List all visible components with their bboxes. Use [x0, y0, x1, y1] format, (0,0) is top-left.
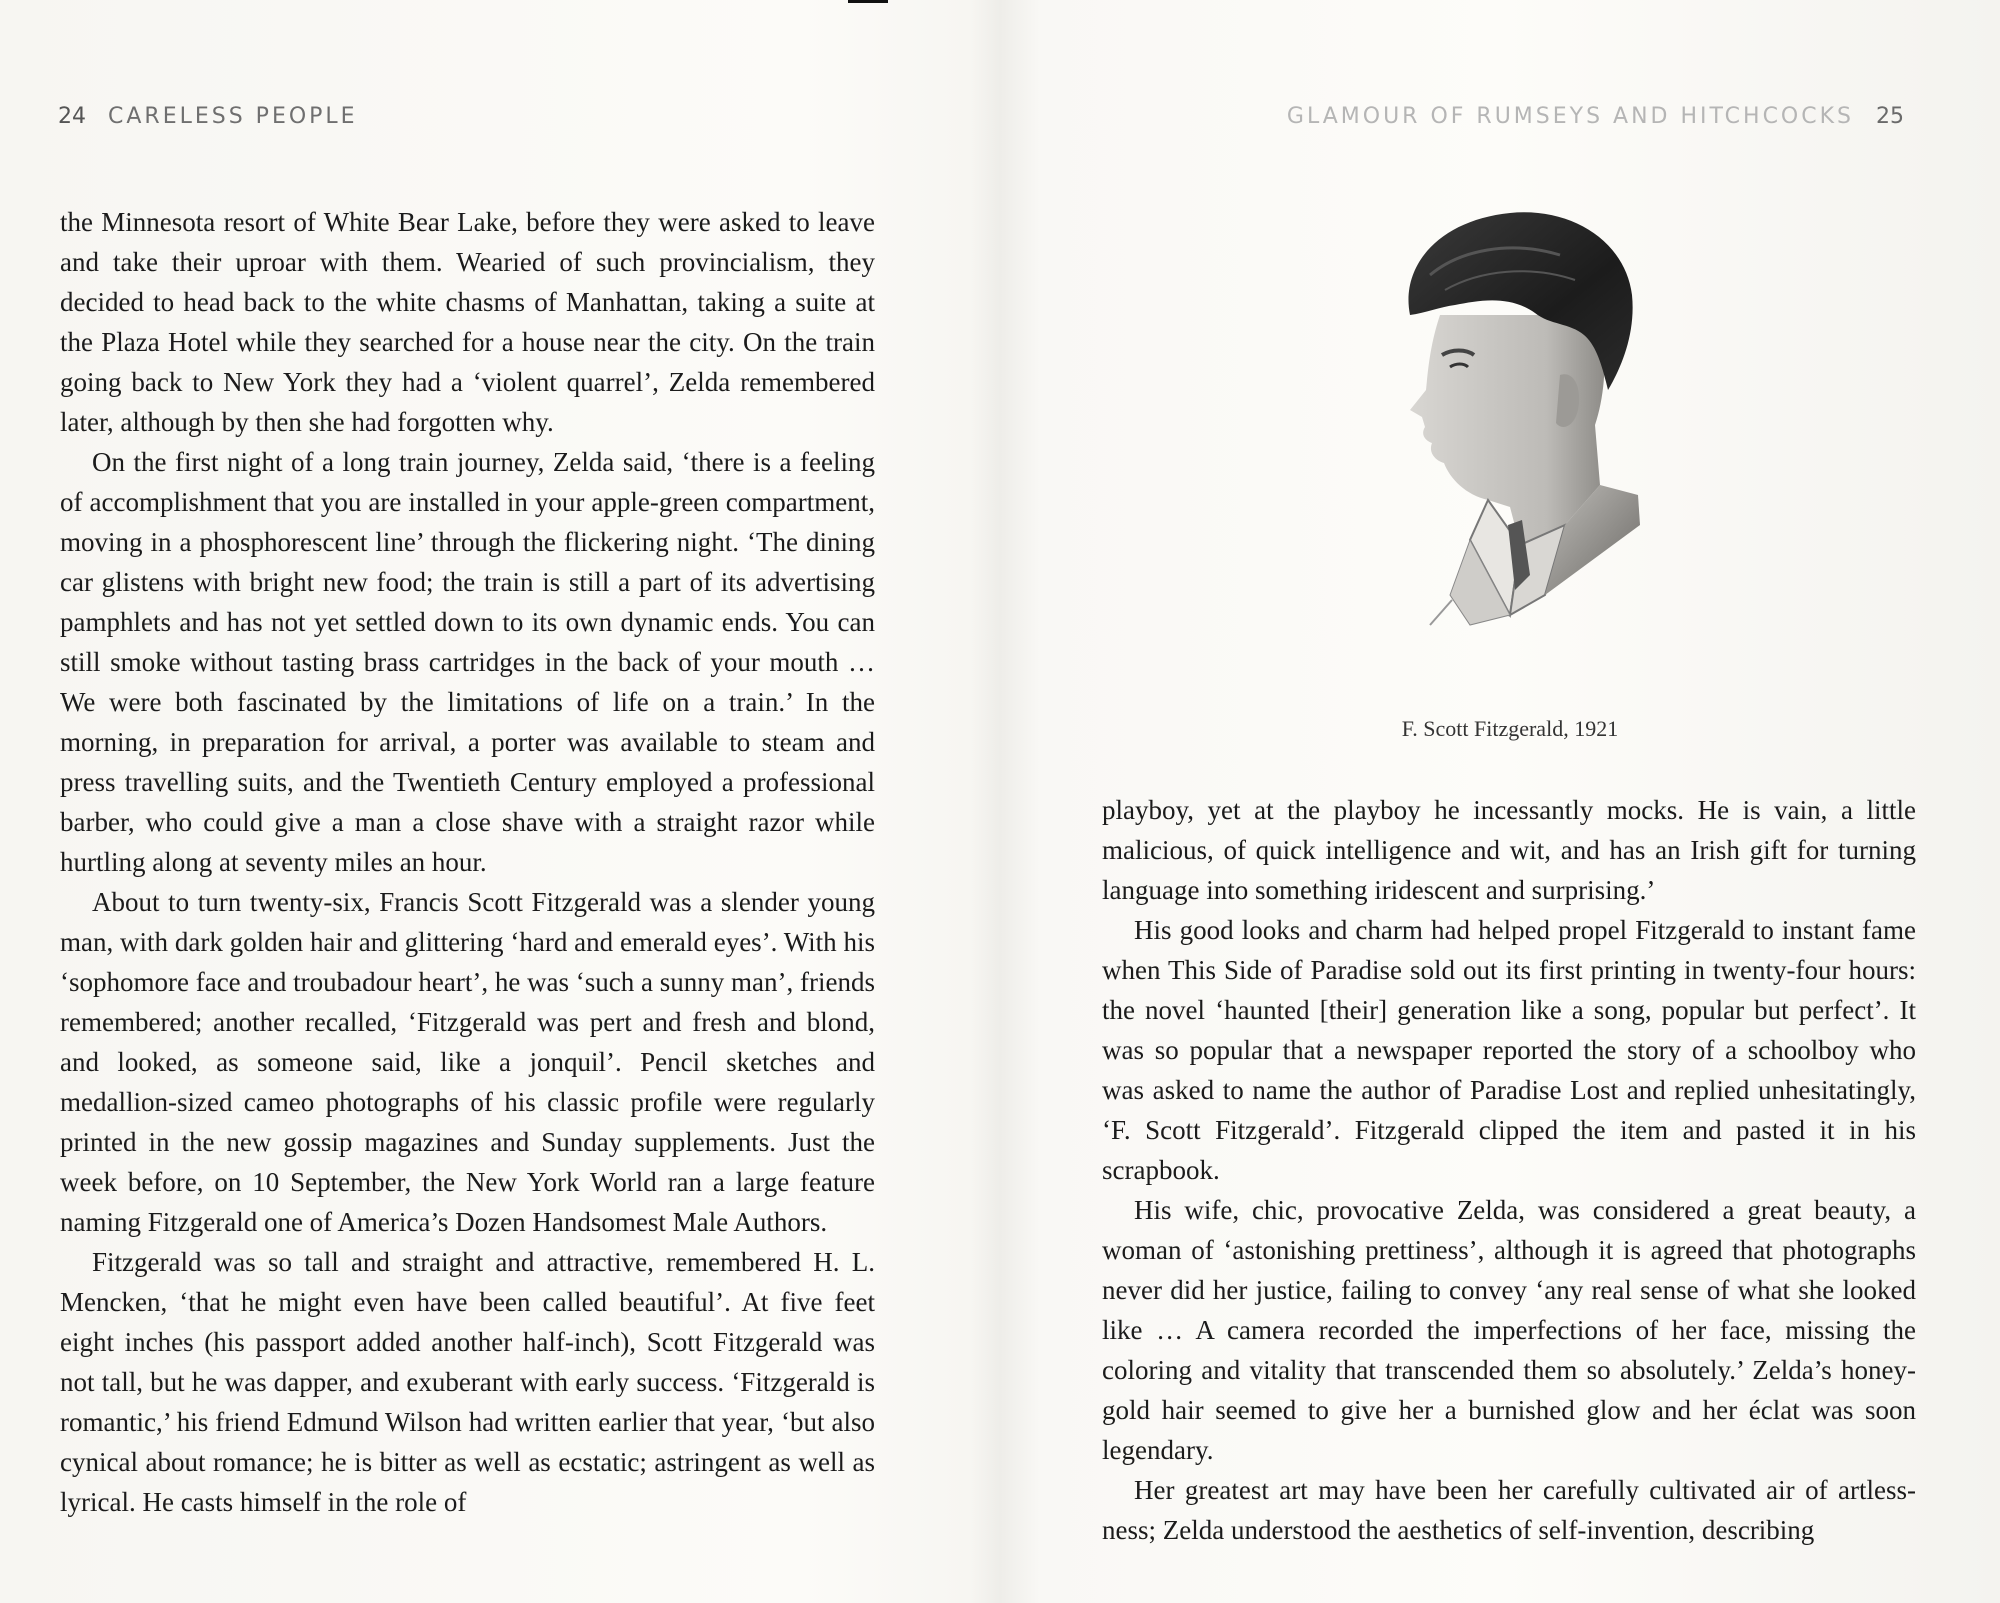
paragraph: Her greatest art may have been her carefully cultivated air of artlessness; Zelda understood the aesthetics of self-invention, describing: [1102, 1475, 1916, 1545]
left-page-body: [60, 202, 875, 1522]
left-running-head: [58, 104, 358, 129]
left-running-title: CARELESS PEOPLE: [108, 104, 358, 129]
paragraph: playboy, yet at the playboy he incessantly mocks. He is vain, a little malicious, of quick intelligence and wit, and has an Irish gift for turning language into something iridescent and surprising.’: [1102, 795, 1916, 905]
top-edge-mark: [848, 0, 888, 3]
paragraph: His wife, chic, provocative Zelda, was considered a great beauty, a woman of ‘astonishing prettiness’, although it is agreed that photographs never did her justice, failing to convey ‘any real sense of what she looked like … A camera recorded the imperfections of her face, missing the coloring and vitality that transcended them so absolutely.’ Zelda’s honey-gold hair seemed to give her a burnished glow and her éclat was soon legendary.: [1102, 1195, 1916, 1465]
paragraph: On the first night of a long train journey, Zelda said, ‘there is a feeling of accomplishment that you are installed in your apple-green compartment, moving in a phosphorescent line’ through the flickering night. ‘The dining car glistens with bright new food; the train is still a part of its advertising pamphlets and has not yet settled down to its own dynamic ends. You can still smoke without tasting brass cartridges in the back of your mouth … We were both fascinated by the limitations of life on a train.’ In the morning, in preparation for arrival, a porter was available to steam and press travelling suits, and the Twentieth Century employed a professional barber, who could give a man a close shave with a straight razor while hurtling along at seventy miles an hour.: [60, 447, 875, 877]
right-folio: 25: [1876, 104, 1904, 129]
paragraph: Fitzgerald was so tall and straight and attractive, remembered H. L. Mencken, ‘that he might even have been called beautiful’. At five feet eight inches (his passport added another half-inch), Scott Fitzgerald was not tall, but he was dapper, and exuberant with early success. ‘Fitzgerald is romantic,’ his friend Edmund Wilson had written earlier that year, ‘but also cynical about romance; he is bitter as well as ecstatic; astringent as well as lyrical. He casts himself in the role of: [60, 1247, 875, 1517]
portrait-sketch-icon: [1370, 195, 1650, 665]
right-page-body: [1102, 790, 1916, 1550]
paragraph: His good looks and charm had helped propel Fitzgerald to instant fame when This Side of Paradise sold out its first printing in twenty-four hours: the novel ‘haunted [their] generation like a song, popular but perfect’. It was so popular that a newspaper reported the story of a schoolboy who was asked to name the author of Paradise Lost and replied unhesitatingly, ‘F. Scott Fitzgerald’. Fitzgerald clipped the item and pasted it in his scrapbook.: [1102, 915, 1916, 1185]
figure-caption: F. Scott Fitzgerald, 1921: [1401, 716, 1619, 741]
right-running-title: GLAMOUR OF RUMSEYS AND HITCHCOCKS: [1286, 104, 1854, 129]
paragraph: the Minnesota resort of White Bear Lake, before they were asked to leave and take their uproar with them. Wearied of such provincialism, they decided to head back to the white chasms of Manhattan, taking a suite at the Plaza Hotel while they searched for a house near the city. On the train going back to New York they had a ‘violent quarrel’, Zelda remembered later, although by then she had forgotten why.: [60, 207, 875, 437]
paragraph: About to turn twenty-six, Francis Scott Fitzgerald was a slender young man, with dark golden hair and glittering ‘hard and emerald eyes’. With his ‘sophomore face and troubadour heart’, he was ‘such a sunny man’, friends remembered; another recalled, ‘Fitzgerald was pert and fresh and blond, and looked, as someone said, like a jonquil’. Pencil sketches and medallion-sized cameo photographs of his classic profile were regularly printed in the new gossip magazines and Sunday supplements. Just the week before, on 10 September, the New York World ran a large feature naming Fitzgerald one of America’s Dozen Handsomest Male Authors.: [60, 887, 875, 1237]
left-folio: 24: [58, 104, 86, 129]
right-running-head: [1287, 104, 1904, 129]
